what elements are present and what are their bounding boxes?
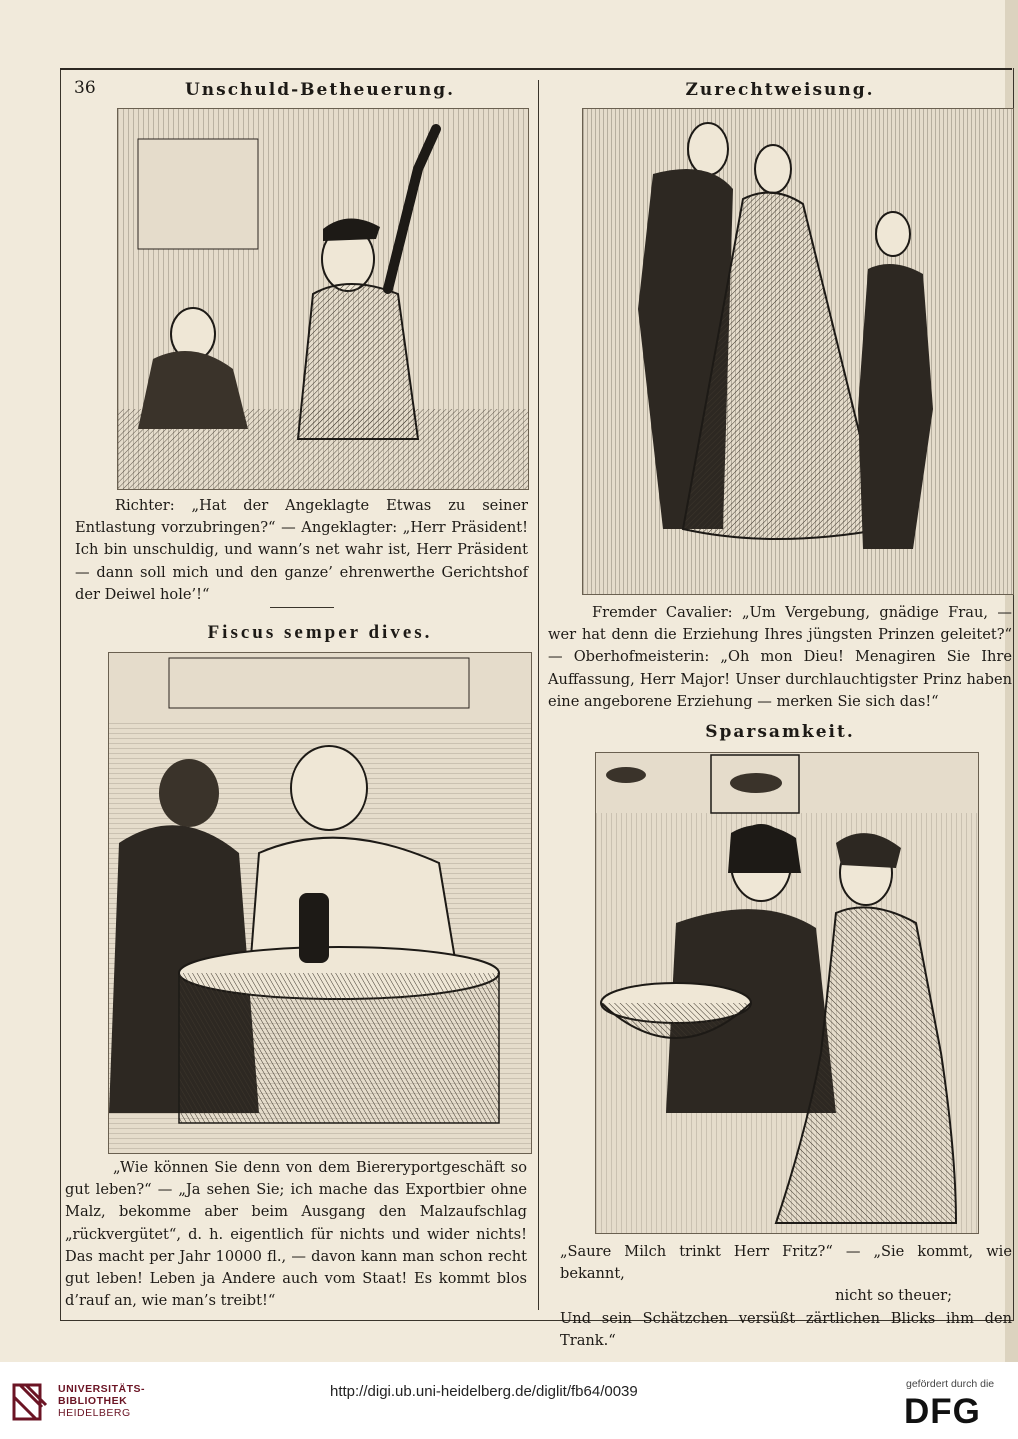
caption-fiscus: „Wie können Sie denn von dem Biereryportgeschäft so gut leben?“ — „Ja sehen Sie; ich mache das Exportbier ohne Malz, bekomme aber beim Ausgang den Malzaufschlag „rückvergütet“, d. h. eigentlich für nichts und wider nichts! Das macht per Jahr 10000 fl., — davon kann man schon recht gut leben! Leben ja Andere auch vom Staat! Es kommt blos d’rauf an, wie man’s treibt!“	[65, 1159, 527, 1310]
cartoon-title-zurechtweisung: Zurechtweisung.	[685, 80, 875, 100]
library-logo-icon	[12, 1379, 52, 1423]
cartoon-title-sparsamkeit: Sparsamkeit.	[705, 722, 855, 742]
cartoon-title-unschuld: Unschuld-Betheuerung.	[184, 80, 456, 100]
court-manners-illustration	[582, 108, 1014, 595]
library-line-1: UNIVERSITÄTS-	[58, 1383, 146, 1395]
cartoon-title-fiscus: Fiscus semper dives.	[207, 622, 433, 643]
beer-export-illustration	[108, 652, 532, 1154]
separator-rule	[270, 607, 334, 608]
courtroom-illustration	[117, 108, 529, 490]
caption-sparsamkeit-line3: Und sein Schätzchen versüßt zärtlichen Blicks ihm den Trank.“	[560, 1309, 1012, 1349]
library-line-2: BIBLIOTHEK	[58, 1395, 128, 1407]
caption-sparsamkeit-line1: „Saure Milch trinkt Herr Fritz?“ — „Sie kommt, wie bekannt,	[560, 1243, 1012, 1283]
funded-by-label: gefördert durch die	[906, 1378, 995, 1390]
viewer-footer	[0, 1362, 1018, 1439]
page-top-rule	[60, 68, 1012, 70]
column-divider	[538, 80, 539, 1310]
sour-milk-illustration	[595, 752, 979, 1234]
library-line-3: HEIDELBERG	[58, 1407, 131, 1419]
permalink-url[interactable]: http://digi.ub.uni-heidelberg.de/diglit/fb64/0039	[330, 1383, 638, 1400]
caption-zurechtweisung: Fremder Cavalier: „Um Vergebung, gnädige Frau, — wer hat denn die Erziehung Ihres jüngsten Prinzen geleitet?“ — Oberhofmeisterin: „Oh mon Dieu! Menagiren Sie Ihre Auffassung, Herr Major! Unser durchlauchtigster Prinz haben eine angeborene Erziehung — merken Sie sich das!“	[548, 604, 1012, 710]
caption-sparsamkeit-line2: nicht so theuer;	[835, 1287, 952, 1305]
dfg-logo: DFG	[904, 1392, 981, 1431]
page-number: 36	[74, 78, 96, 98]
caption-unschuld: Richter: „Hat der Angeklagte Etwas zu seiner Entlastung vorzubringen?“ — Angeklagter: „Herr Präsident! Ich bin unschuldig, und wann’s net wahr ist, Herr Präsident — dann soll mich und den ganze’ ehrenwerthe Gerichtshof der Deiwel hole’!“	[75, 497, 528, 603]
caption-sparsamkeit	[560, 1241, 1012, 1352]
library-name	[58, 1383, 145, 1419]
